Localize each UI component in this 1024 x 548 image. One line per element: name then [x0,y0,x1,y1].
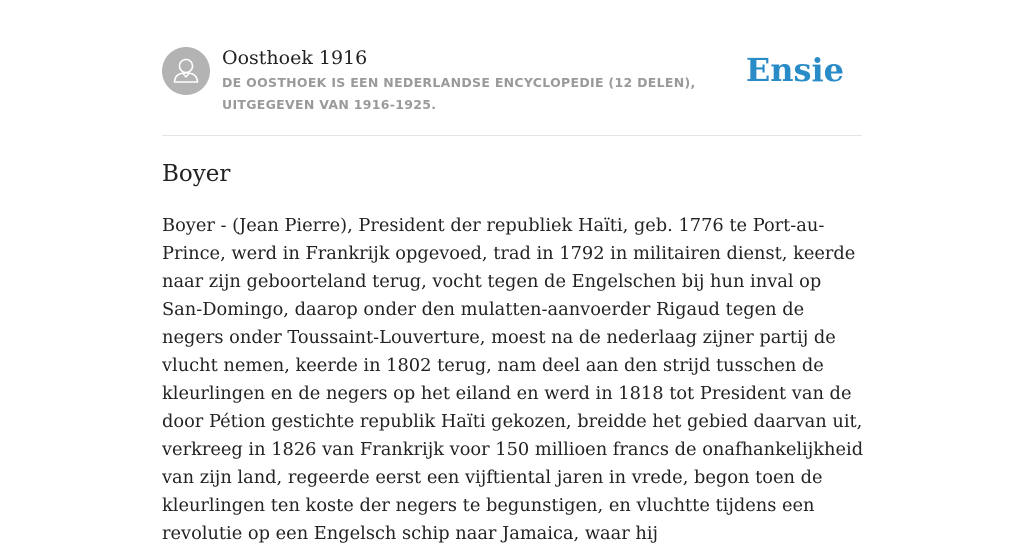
source-avatar[interactable] [162,47,210,95]
source-title[interactable]: Oosthoek 1916 [222,47,368,69]
source-description: DE OOSTHOEK IS EEN NEDERLANDSE ENCYCLOPEDIE (12 DELEN), UITGEGEVEN VAN 1916-1925. [222,75,696,112]
ensie-logo[interactable]: Ensie [745,51,844,89]
entry-title: Boyer [162,161,231,187]
source-header [162,46,862,118]
entry-body-text: Boyer - (Jean Pierre), President der republiek Haïti, geb. 1776 te Port-au-Prince, werd in Frankrijk opgevoed, trad in 1792 in militairen dienst, keerde naar zijn geboorteland terug, vocht tegen de Engelschen bij hun inval op San-Domingo, daarop onder den mulatten-aanvoerder Rigaud tegen de negers onder Toussaint-Louverture, moest na de nederlaag zijner partij de vlucht nemen, keerde in 1802 terug, nam deel aan den strijd tusschen de kleurlingen en de negers op het eiland en werd in 1818 tot President van de door Pétion gestichte republik Haïti gekozen, breidde het gebied daarvan uit, verkreeg in 1826 van Frankrijk voor 150 millioen francs de onafhankelijkheid van zijn land, regeerde eerst een vijftiental jaren in vrede, begon toen de kleurlingen ten koste der negers te begunstigen, en vluchtte tijdens een revolutie op een Engelsch schip naar Jamaica, waar hij [162,215,864,544]
user-icon [162,47,210,95]
header-divider [162,135,862,136]
